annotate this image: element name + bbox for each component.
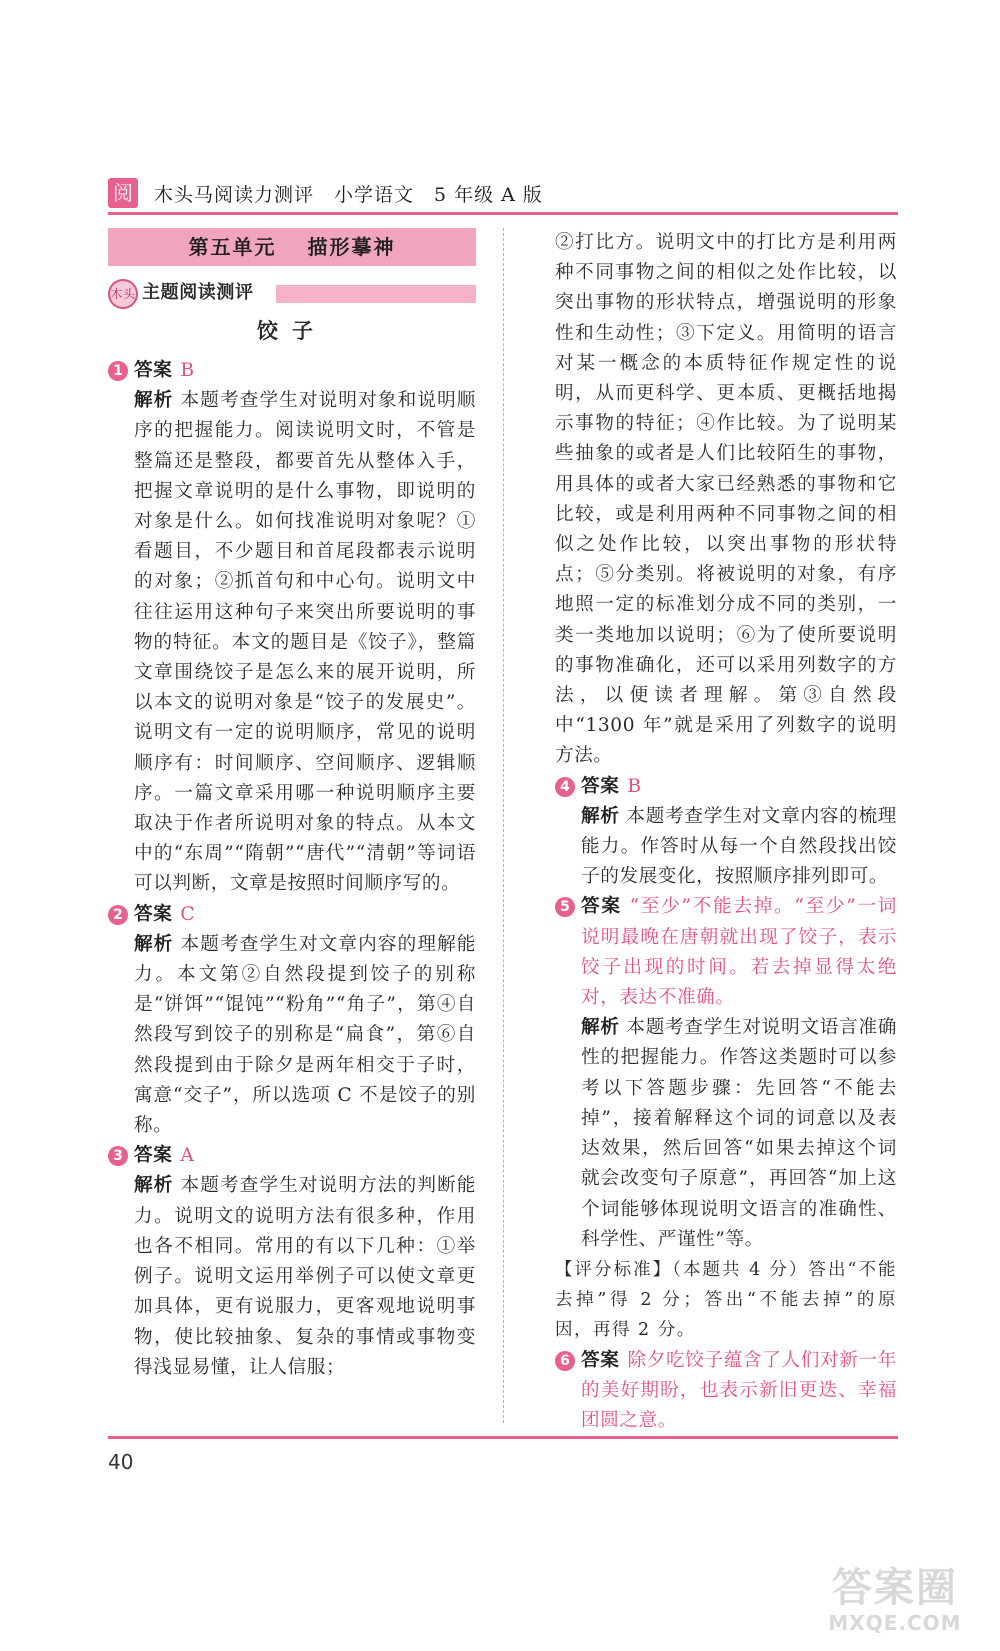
answer-text: B: [180, 360, 195, 381]
answer-text: B: [627, 775, 642, 797]
question-number-badge: 2: [108, 905, 128, 925]
question-5: [555, 892, 897, 1345]
section-bar: [276, 285, 476, 303]
wooden-horse-mascot-icon: 木头: [108, 279, 138, 309]
question-2: [108, 900, 476, 1142]
header-rule: [108, 212, 898, 215]
analysis-label: 解析: [134, 390, 174, 412]
page-number: 40: [108, 1450, 134, 1474]
question-number-badge: 4: [555, 777, 575, 797]
analysis-text-continued: ②打比方。说明文中的打比方是利用两种不同事物之间的相似之处作比较，以突出事物的形状特点，增强说明的形象性和生动性；③下定义。用简明的语言对某一概念的本质特征作规定性的说明，从而更科学、更本质、更概括地揭示事物的特征；④作比较。为了说明某些抽象的或者是人们比较陌生的事物，用具体的或者大家已经熟悉的事物和它比较，或是利用两种不同事物之间的相似之处作比较，以突出事物的形状特点；⑤分类别。将被说明的对象，有序地照一定的标准划分成不同的类别，一类一类地加以说明；⑥为了使所要说明的事物准确化，还可以采用列数字的方法，以便读者理解。第③自然段中“1300 年”就是采用了列数字的说明方法。: [555, 232, 897, 767]
answer-text: C: [180, 903, 196, 925]
answer-label: 答案: [134, 903, 173, 925]
answer-label: 答案: [134, 1145, 173, 1167]
right-column: [555, 228, 897, 1436]
footer-rule: [108, 1436, 898, 1439]
site-watermark: [810, 1565, 980, 1645]
analysis-text: 本题考查学生对文章内容的理解能力。本文第②自然段提到饺子的别称是“饼饵”“馄饨”“粉角”“角子”，第④自然段写到饺子的别称是“扁食”，第⑥自然段提到由于除夕是两年相交于子时，寓意“交子”，所以选项 C 不是饺子的别称。: [134, 933, 476, 1137]
answer-text: A: [180, 1145, 195, 1167]
question-1: [108, 356, 476, 900]
analysis-text: 本题考查学生对说明对象和说明顺序的把握能力。阅读说明文时，不管是整篇还是整段，都要首先从整体入手，把握文章说明的是什么事物，即说明的对象是什么。如何找准说明对象呢？①看题目，不少题目和首尾段都表示说明的对象；②抓首句和中心句。说明文中往往运用这种句子来突出所要说明的事物的特征。本文的题目是《饺子》，整篇文章围绕饺子是怎么来的展开说明，所以本文的说明对象是“饺子的发展史”。说明文有一定的说明顺序，常见的说明顺序有：时间顺序、空间顺序、逻辑顺序。一篇文章采用哪一种说明顺序主要取决于作者所说明对象的特点。从本文中的“东周”“隋朝”“唐代”“清朝”等词语可以判断，文章是按照时间顺序写的。: [134, 390, 476, 895]
question-6: [555, 1346, 897, 1437]
running-header-title: 木头马阅读力测评 小学语文 5 年级 A 版: [154, 184, 543, 206]
running-header: [108, 178, 898, 214]
watermark-logo-text: 答案圈: [832, 1565, 958, 1611]
section-label: 主题阅读测评: [142, 282, 254, 303]
question-4: [555, 772, 897, 893]
watermark-domain: MXQE.COM: [828, 1611, 962, 1635]
article-title: 饺子: [257, 319, 327, 343]
answer-label: 答案: [134, 360, 173, 381]
analysis-text: 本题考查学生对说明方法的判断能力。说明文的说明方法有很多种，作用也各不相同。常用的有以下几种：①举例子。说明文运用举例子可以使文章更加具体，更有说服力，更客观地说明事物，使比较抽象、复杂的事情或事物变得浅显易懂，让人信服；: [134, 1175, 476, 1378]
unit-banner: 第五单元 描形摹神: [108, 228, 476, 266]
question-number-badge: 5: [555, 897, 575, 917]
analysis-text: 本题考查学生对文章内容的梳理能力。作答时从每一个自然段找出饺子的发展变化，按照顺序排列即可。: [581, 805, 898, 888]
book-badge-icon: 阅: [108, 178, 138, 208]
analysis-text: 本题考查学生对说明文语言准确性的把握能力。作答这类题时可以参考以下答题步骤：先回答“不能去掉”，接着解释这个词的词意以及表达效果，然后回答“如果去掉这个词就会改变句子原意”，再回答“加上这个词能够体现说明文语言的准确性、科学性、严谨性”等。: [581, 1017, 898, 1250]
analysis-label: 解析: [581, 805, 620, 827]
left-column: [108, 228, 476, 1383]
answer-label: 答案: [581, 1349, 620, 1371]
section-heading: [108, 276, 476, 310]
analysis-label: 解析: [581, 1017, 620, 1039]
answer-text: 除夕吃饺子蕴含了人们对新一年的美好期盼，也表示新旧更迭、幸福团圆之意。: [581, 1349, 898, 1431]
answer-text: “至少”不能去掉。“至少”一词说明最晚在唐朝就出现了饺子，表示饺子出现的时间。若去掉显得太绝对，表达不准确。: [581, 896, 898, 1009]
answer-label: 答案: [581, 896, 622, 918]
question-number-badge: 3: [108, 1146, 128, 1166]
question-3: [108, 1141, 476, 1383]
analysis-label: 解析: [134, 933, 174, 955]
question-number-badge: 6: [555, 1351, 575, 1371]
question-number-badge: 1: [108, 361, 128, 381]
scoring-criteria: 【评分标准】（本题共 4 分）答出“不能去掉”得 2 分；答出“不能去掉”的原因，再得 2 分。: [555, 1259, 897, 1341]
column-divider: [503, 228, 504, 1423]
analysis-label: 解析: [134, 1175, 174, 1197]
answer-label: 答案: [581, 775, 620, 797]
